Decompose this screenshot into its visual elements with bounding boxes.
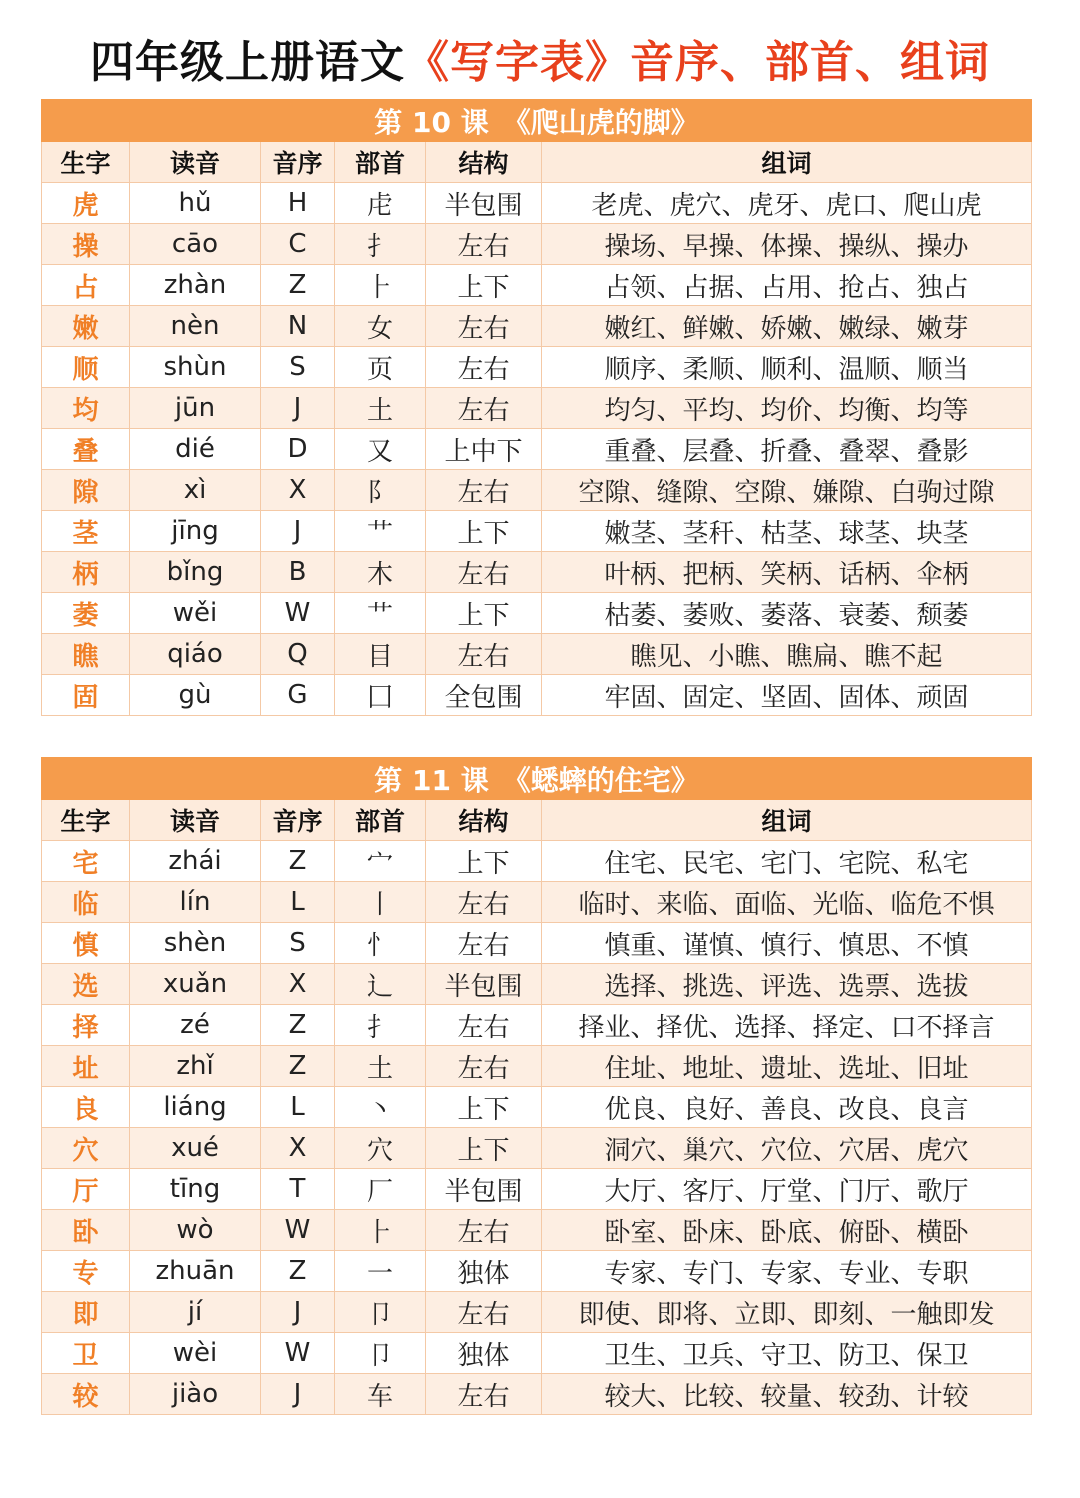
cell-char: 顺 xyxy=(42,347,130,388)
cell-words: 卫生、卫兵、守卫、防卫、保卫 xyxy=(542,1333,1032,1374)
cell-char: 专 xyxy=(42,1251,130,1292)
cell-pinyin: xì xyxy=(130,470,261,511)
cell-words: 重叠、层叠、折叠、叠翠、叠影 xyxy=(542,429,1032,470)
table-row xyxy=(42,593,1032,634)
page-title xyxy=(0,26,1080,90)
cell-structure: 上中下 xyxy=(426,429,542,470)
column-header-row xyxy=(42,800,1032,841)
cell-pinyin: tīng xyxy=(130,1169,261,1210)
column-header-initial: 音序 xyxy=(261,800,335,841)
cell-pinyin: jiào xyxy=(130,1374,261,1415)
table-row xyxy=(42,511,1032,552)
cell-initial: W xyxy=(261,593,335,634)
cell-pinyin: bǐng xyxy=(130,552,261,593)
cell-structure: 上下 xyxy=(426,1087,542,1128)
cell-pinyin: cāo xyxy=(130,224,261,265)
cell-initial: S xyxy=(261,923,335,964)
cell-words: 嫩茎、茎秆、枯茎、球茎、块茎 xyxy=(542,511,1032,552)
cell-initial: W xyxy=(261,1210,335,1251)
cell-radical: 穴 xyxy=(335,1128,426,1169)
table-row xyxy=(42,1374,1032,1415)
cell-radical: 虍 xyxy=(335,183,426,224)
table-row xyxy=(42,634,1032,675)
cell-initial: J xyxy=(261,1292,335,1333)
cell-char: 萎 xyxy=(42,593,130,634)
cell-char: 良 xyxy=(42,1087,130,1128)
cell-structure: 左右 xyxy=(426,470,542,511)
cell-radical: 阝 xyxy=(335,470,426,511)
table-row xyxy=(42,347,1032,388)
cell-char: 临 xyxy=(42,882,130,923)
cell-radical: 一 xyxy=(335,1251,426,1292)
cell-char: 慎 xyxy=(42,923,130,964)
cell-structure: 左右 xyxy=(426,1210,542,1251)
cell-words: 操场、早操、体操、操纵、操办 xyxy=(542,224,1032,265)
cell-pinyin: wěi xyxy=(130,593,261,634)
table-row xyxy=(42,1046,1032,1087)
cell-words: 优良、良好、善良、改良、良言 xyxy=(542,1087,1032,1128)
cell-radical: 扌 xyxy=(335,224,426,265)
column-header-words: 组词 xyxy=(542,800,1032,841)
cell-pinyin: qiáo xyxy=(130,634,261,675)
cell-pinyin: shùn xyxy=(130,347,261,388)
cell-words: 住址、地址、遗址、选址、旧址 xyxy=(542,1046,1032,1087)
table-row xyxy=(42,1169,1032,1210)
cell-words: 瞧见、小瞧、瞧扁、瞧不起 xyxy=(542,634,1032,675)
cell-words: 占领、占据、占用、抢占、独占 xyxy=(542,265,1032,306)
cell-structure: 左右 xyxy=(426,923,542,964)
cell-char: 址 xyxy=(42,1046,130,1087)
table-row xyxy=(42,1292,1032,1333)
cell-pinyin: zé xyxy=(130,1005,261,1046)
column-header-row xyxy=(42,142,1032,183)
cell-structure: 半包围 xyxy=(426,183,542,224)
table-row xyxy=(42,964,1032,1005)
column-header-char: 生字 xyxy=(42,142,130,183)
cell-words: 慎重、谨慎、慎行、慎思、不慎 xyxy=(542,923,1032,964)
table-row xyxy=(42,882,1032,923)
cell-char: 瞧 xyxy=(42,634,130,675)
cell-words: 空隙、缝隙、空隙、嫌隙、白驹过隙 xyxy=(542,470,1032,511)
table-row xyxy=(42,923,1032,964)
table-row xyxy=(42,388,1032,429)
table-row xyxy=(42,306,1032,347)
cell-radical: 女 xyxy=(335,306,426,347)
cell-radical: 艹 xyxy=(335,593,426,634)
cell-char: 较 xyxy=(42,1374,130,1415)
cell-structure: 左右 xyxy=(426,388,542,429)
cell-char: 虎 xyxy=(42,183,130,224)
cell-radical: 丨 xyxy=(335,882,426,923)
cell-structure: 左右 xyxy=(426,347,542,388)
cell-radical: 囗 xyxy=(335,675,426,716)
cell-initial: J xyxy=(261,388,335,429)
cell-initial: Z xyxy=(261,265,335,306)
cell-char: 宅 xyxy=(42,841,130,882)
cell-char: 均 xyxy=(42,388,130,429)
lesson-heading: 第 10 课 《爬山虎的脚》 xyxy=(42,100,1032,142)
cell-initial: Q xyxy=(261,634,335,675)
cell-words: 择业、择优、选择、择定、口不择言 xyxy=(542,1005,1032,1046)
cell-radical: 丶 xyxy=(335,1087,426,1128)
cell-structure: 半包围 xyxy=(426,964,542,1005)
cell-char: 穴 xyxy=(42,1128,130,1169)
cell-initial: H xyxy=(261,183,335,224)
cell-initial: Z xyxy=(261,841,335,882)
cell-structure: 上下 xyxy=(426,511,542,552)
table-row xyxy=(42,1128,1032,1169)
cell-pinyin: jūn xyxy=(130,388,261,429)
table-row xyxy=(42,183,1032,224)
column-header-words: 组词 xyxy=(542,142,1032,183)
table-row xyxy=(42,1087,1032,1128)
cell-radical: 土 xyxy=(335,1046,426,1087)
cell-initial: B xyxy=(261,552,335,593)
cell-radical: 扌 xyxy=(335,1005,426,1046)
lesson-heading: 第 11 课 《蟋蟀的住宅》 xyxy=(42,758,1032,800)
cell-words: 卧室、卧床、卧底、俯卧、横卧 xyxy=(542,1210,1032,1251)
column-header-structure: 结构 xyxy=(426,800,542,841)
cell-initial: Z xyxy=(261,1251,335,1292)
cell-pinyin: jīng xyxy=(130,511,261,552)
cell-structure: 独体 xyxy=(426,1251,542,1292)
cell-char: 卫 xyxy=(42,1333,130,1374)
column-header-radical: 部首 xyxy=(335,800,426,841)
cell-words: 嫩红、鲜嫩、娇嫩、嫩绿、嫩芽 xyxy=(542,306,1032,347)
cell-words: 牢固、固定、坚固、固体、顽固 xyxy=(542,675,1032,716)
column-header-radical: 部首 xyxy=(335,142,426,183)
column-header-structure: 结构 xyxy=(426,142,542,183)
cell-initial: L xyxy=(261,1087,335,1128)
title-grade: 四年级上册语文 xyxy=(90,37,405,88)
cell-radical: 卩 xyxy=(335,1333,426,1374)
cell-structure: 上下 xyxy=(426,1128,542,1169)
table-row xyxy=(42,429,1032,470)
cell-radical: 又 xyxy=(335,429,426,470)
cell-structure: 上下 xyxy=(426,593,542,634)
cell-words: 临时、来临、面临、光临、临危不惧 xyxy=(542,882,1032,923)
cell-words: 住宅、民宅、宅门、宅院、私宅 xyxy=(542,841,1032,882)
lesson-banner xyxy=(42,100,1032,142)
cell-pinyin: zhuān xyxy=(130,1251,261,1292)
cell-words: 洞穴、巢穴、穴位、穴居、虎穴 xyxy=(542,1128,1032,1169)
cell-initial: Z xyxy=(261,1005,335,1046)
cell-char: 茎 xyxy=(42,511,130,552)
cell-structure: 左右 xyxy=(426,634,542,675)
cell-char: 固 xyxy=(42,675,130,716)
cell-pinyin: xué xyxy=(130,1128,261,1169)
cell-radical: 厂 xyxy=(335,1169,426,1210)
cell-structure: 左右 xyxy=(426,1046,542,1087)
cell-structure: 左右 xyxy=(426,882,542,923)
cell-char: 柄 xyxy=(42,552,130,593)
column-header-pinyin: 读音 xyxy=(130,800,261,841)
cell-initial: J xyxy=(261,1374,335,1415)
cell-radical: 艹 xyxy=(335,511,426,552)
table-row xyxy=(42,841,1032,882)
cell-radical: 宀 xyxy=(335,841,426,882)
cell-words: 较大、比较、较量、较劲、计较 xyxy=(542,1374,1032,1415)
cell-words: 叶柄、把柄、笑柄、话柄、伞柄 xyxy=(542,552,1032,593)
cell-initial: W xyxy=(261,1333,335,1374)
cell-char: 操 xyxy=(42,224,130,265)
cell-words: 专家、专门、专家、专业、专职 xyxy=(542,1251,1032,1292)
cell-initial: Z xyxy=(261,1046,335,1087)
table-row xyxy=(42,1251,1032,1292)
lesson-banner xyxy=(42,758,1032,800)
lesson-table-11 xyxy=(41,757,1032,1415)
cell-radical: 车 xyxy=(335,1374,426,1415)
cell-structure: 上下 xyxy=(426,265,542,306)
table-row xyxy=(42,675,1032,716)
cell-structure: 半包围 xyxy=(426,1169,542,1210)
cell-char: 厅 xyxy=(42,1169,130,1210)
cell-structure: 上下 xyxy=(426,841,542,882)
table-row xyxy=(42,470,1032,511)
cell-pinyin: dié xyxy=(130,429,261,470)
table-row xyxy=(42,552,1032,593)
cell-pinyin: hǔ xyxy=(130,183,261,224)
cell-initial: C xyxy=(261,224,335,265)
cell-initial: L xyxy=(261,882,335,923)
cell-char: 选 xyxy=(42,964,130,1005)
cell-pinyin: gù xyxy=(130,675,261,716)
cell-structure: 左右 xyxy=(426,306,542,347)
cell-structure: 左右 xyxy=(426,224,542,265)
cell-words: 枯萎、萎败、萎落、衰萎、颓萎 xyxy=(542,593,1032,634)
cell-radical: 木 xyxy=(335,552,426,593)
cell-structure: 全包围 xyxy=(426,675,542,716)
column-header-pinyin: 读音 xyxy=(130,142,261,183)
cell-structure: 左右 xyxy=(426,552,542,593)
cell-words: 选择、挑选、评选、选票、选拔 xyxy=(542,964,1032,1005)
cell-words: 大厅、客厅、厅堂、门厅、歌厅 xyxy=(542,1169,1032,1210)
cell-char: 择 xyxy=(42,1005,130,1046)
cell-initial: N xyxy=(261,306,335,347)
cell-radical: 页 xyxy=(335,347,426,388)
column-header-initial: 音序 xyxy=(261,142,335,183)
cell-char: 嫩 xyxy=(42,306,130,347)
cell-structure: 独体 xyxy=(426,1333,542,1374)
cell-radical: 土 xyxy=(335,388,426,429)
cell-pinyin: nèn xyxy=(130,306,261,347)
cell-pinyin: zhàn xyxy=(130,265,261,306)
cell-initial: G xyxy=(261,675,335,716)
cell-pinyin: wèi xyxy=(130,1333,261,1374)
cell-pinyin: wò xyxy=(130,1210,261,1251)
cell-words: 顺序、柔顺、顺利、温顺、顺当 xyxy=(542,347,1032,388)
table-row xyxy=(42,1005,1032,1046)
table-row xyxy=(42,224,1032,265)
cell-char: 叠 xyxy=(42,429,130,470)
cell-char: 隙 xyxy=(42,470,130,511)
table-row xyxy=(42,1333,1032,1374)
cell-words: 老虎、虎穴、虎牙、虎口、爬山虎 xyxy=(542,183,1032,224)
cell-radical: 卩 xyxy=(335,1292,426,1333)
cell-radical: 辶 xyxy=(335,964,426,1005)
title-topic: 《写字表》音序、部首、组词 xyxy=(405,37,990,88)
cell-char: 占 xyxy=(42,265,130,306)
cell-initial: D xyxy=(261,429,335,470)
cell-pinyin: zhǐ xyxy=(130,1046,261,1087)
lesson-table-10 xyxy=(41,99,1032,716)
cell-initial: X xyxy=(261,1128,335,1169)
cell-initial: X xyxy=(261,470,335,511)
cell-structure: 左右 xyxy=(426,1005,542,1046)
cell-pinyin: liáng xyxy=(130,1087,261,1128)
cell-pinyin: lín xyxy=(130,882,261,923)
cell-structure: 左右 xyxy=(426,1292,542,1333)
cell-radical: ⺊ xyxy=(335,1210,426,1251)
table-row xyxy=(42,1210,1032,1251)
cell-initial: S xyxy=(261,347,335,388)
cell-words: 均匀、平均、均价、均衡、均等 xyxy=(542,388,1032,429)
cell-radical: 目 xyxy=(335,634,426,675)
cell-words: 即使、即将、立即、即刻、一触即发 xyxy=(542,1292,1032,1333)
cell-pinyin: xuǎn xyxy=(130,964,261,1005)
cell-initial: J xyxy=(261,511,335,552)
cell-initial: T xyxy=(261,1169,335,1210)
cell-structure: 左右 xyxy=(426,1374,542,1415)
cell-pinyin: zhái xyxy=(130,841,261,882)
cell-radical: 忄 xyxy=(335,923,426,964)
cell-pinyin: shèn xyxy=(130,923,261,964)
cell-initial: X xyxy=(261,964,335,1005)
cell-char: 即 xyxy=(42,1292,130,1333)
table-row xyxy=(42,265,1032,306)
cell-radical: ⺊ xyxy=(335,265,426,306)
cell-char: 卧 xyxy=(42,1210,130,1251)
cell-pinyin: jí xyxy=(130,1292,261,1333)
column-header-char: 生字 xyxy=(42,800,130,841)
